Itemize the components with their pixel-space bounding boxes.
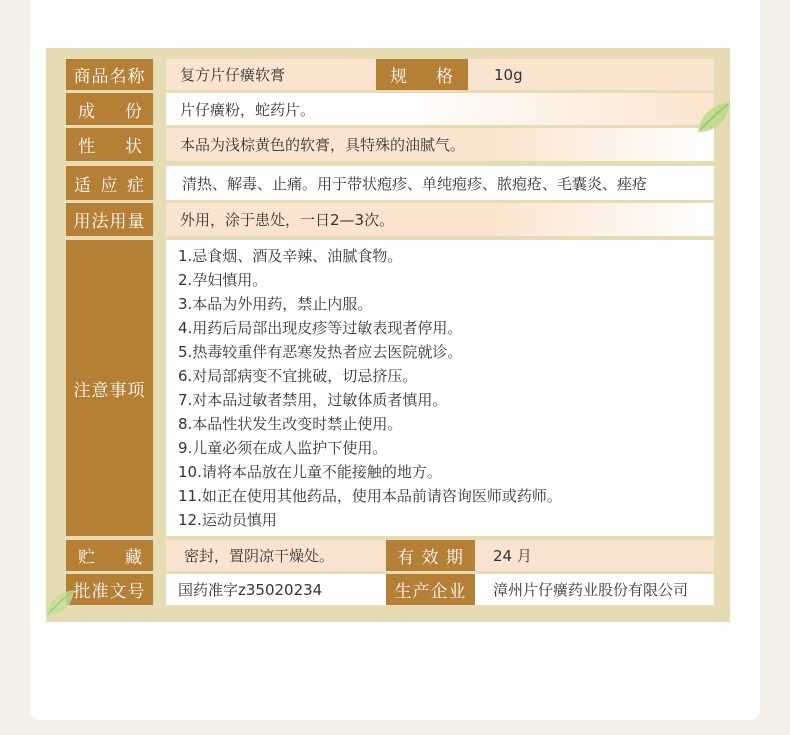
label-product-name — [66, 59, 153, 90]
list-item: 11.如正在使用其他药品，使用本品前请咨询医师或药师。 — [178, 487, 562, 505]
value-manufacturer: 漳州片仔癀药业股份有限公司 — [475, 574, 714, 605]
list-item: 10.请将本品放在儿童不能接触的地方。 — [178, 463, 442, 481]
label-usage: 用法用量 — [66, 203, 153, 236]
value-usage: 外用，涂于患处，一日2—3次。 — [166, 203, 714, 236]
value-indications: 清热、解毒、止痛。用于带状疱疹、单纯疱疹、脓疱疮、毛囊炎、痤疮 — [166, 166, 714, 200]
value-validity: 24 月 — [475, 540, 714, 571]
label-spec: 规 格 — [376, 59, 468, 90]
label-appearance: 性 状 — [66, 128, 153, 161]
list-item: 6.对局部病变不宜挑破，切忌挤压。 — [178, 367, 418, 385]
value-precautions — [166, 240, 714, 536]
leaf-icon — [44, 588, 78, 622]
label-ingredients: 成 份 — [66, 93, 153, 125]
list-item: 12.运动员慎用 — [178, 511, 277, 529]
value-ingredients: 片仔癀粉，蛇药片。 — [166, 93, 714, 125]
list-item: 9.儿童必须在成人监护下使用。 — [178, 439, 388, 457]
list-item: 5.热毒较重伴有恶寒发热者应去医院就诊。 — [178, 343, 463, 361]
value-product-name: 复方片仔癀软膏 — [166, 59, 376, 90]
value-appearance: 本品为浅棕黄色的软膏，具特殊的油腻气。 — [166, 128, 714, 161]
label-indications: 适 应 症 — [66, 166, 153, 200]
list-item: 4.用药后局部出现皮疹等过敏表现者停用。 — [178, 319, 463, 337]
label-storage: 贮 藏 — [66, 540, 153, 571]
label-precautions: 注意事项 — [66, 240, 153, 536]
list-item: 8.本品性状发生改变时禁止使用。 — [178, 415, 403, 433]
list-item: 7.对本品过敏者禁用，过敏体质者慎用。 — [178, 391, 448, 409]
list-item: 1.忌食烟、酒及辛辣、油腻食物。 — [178, 247, 403, 265]
list-item: 3.本品为外用药，禁止内服。 — [178, 295, 373, 313]
value-spec: 10g — [468, 59, 714, 90]
label-validity: 有 效 期 — [386, 540, 475, 571]
label-approval: 批准文号 — [66, 574, 153, 605]
label-text: 商品名称 — [73, 67, 146, 87]
label-manufacturer: 生产企业 — [386, 574, 475, 605]
value-approval: 国药准字z35020234 — [166, 574, 386, 605]
leaf-icon — [694, 98, 734, 138]
value-storage: 密封，置阴凉干燥处。 — [166, 540, 386, 571]
list-item: 2.孕妇慎用。 — [178, 271, 268, 289]
